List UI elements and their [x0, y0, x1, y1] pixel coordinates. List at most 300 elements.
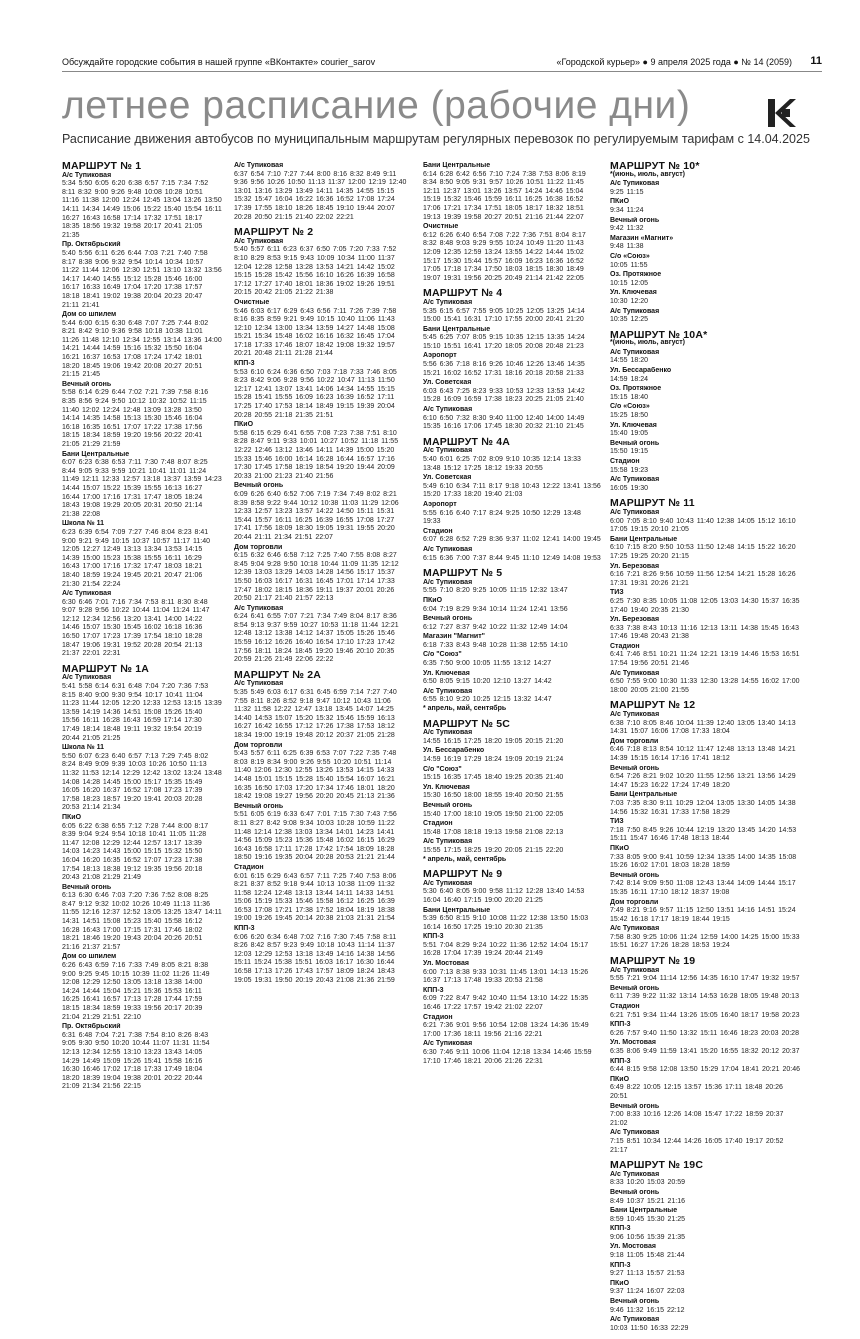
stop-row — [234, 680, 410, 740]
stop-row — [423, 447, 601, 473]
route-title: МАРШРУТ № 10А* — [610, 328, 708, 341]
stop-row — [423, 688, 601, 705]
stop-times: 6:26 6:43 6:59 7:16 7:33 7:49 8:05 8:21 8:38 9:00 9:25 9:45 10:15 10:39 11:02 11:26 11:49 12:08 12:29 12:50 13:05 13:18 13:38 14:00 14:24 14:44 15:04 15:21 15:36 15:53 16:11 16:25 16:41 16:57 17:13 17:28 17:44 17:59 18:15 18:34 18:59 19:33 19:56 20:17 20:39 21:04 21:29 21:51 22:10 — [62, 962, 210, 1021]
stop-name: КПП-3 — [423, 933, 444, 941]
stop-name: Вечный огонь — [610, 1188, 660, 1196]
stop-times: 15:40 19:05 — [610, 430, 648, 438]
stop-row — [610, 1207, 802, 1224]
stop-times: 5:51 7:04 8:29 9:24 10:22 11:36 12:52 14:04 15:17 16:28 17:04 17:39 19:24 20:44 21:49 — [423, 941, 589, 958]
page-number: 11 — [810, 55, 822, 67]
stop-name: А/с Тупиковая — [610, 1129, 660, 1137]
stop-times: 7:00 8:33 10:16 12:26 14:08 15:47 17:22 18:59 20:37 21:02 — [610, 1111, 784, 1127]
stop-name: А/с Тупиковая — [610, 476, 660, 484]
stop-row — [234, 238, 410, 298]
stop-row — [610, 616, 802, 642]
stop-name: А/с Тупиковая — [234, 680, 284, 688]
stop-row — [610, 536, 802, 562]
stop-row — [610, 563, 802, 589]
stop-times: 14:55 16:15 17:25 18:20 19:05 20:15 21:20 — [423, 737, 564, 745]
stop-row — [423, 379, 601, 405]
stop-name: А/с Тупиковая — [610, 1170, 660, 1178]
stop-times: 15:25 18:50 — [610, 412, 648, 420]
stop-times: 6:50 8:05 9:15 10:20 12:10 13:27 14:42 — [423, 678, 552, 686]
stop-name: А/с Тупиковая — [423, 879, 473, 887]
stop-times: 7:42 8:14 9:09 9:50 11:08 12:43 13:44 14:09 14:44 15:17 15:35 16:11 17:10 18:12 18:37 19:08 — [610, 880, 796, 896]
stop-name: С/о "Союз" — [423, 765, 462, 773]
stop-times: 15:15 18:40 — [610, 393, 648, 401]
stop-times: 5:39 6:50 8:15 9:10 10:08 11:22 12:38 13:50 15:03 16:14 16:50 17:25 19:10 20:30 21:35 — [423, 915, 589, 931]
stop-row — [423, 907, 601, 933]
route-block — [62, 162, 222, 659]
stop-times: 5:41 5:58 6:14 6:31 6:48 7:04 7:20 7:36 7:53 8:15 8:40 9:00 9:30 9:54 10:17 10:41 11:04 11:23 11:44 12:05 12:20 12:33 12:53 13:15 13:39 13:59 14:19 14:36 14:51 15:08 15:26 15:40 15:56 16:11 16:28 16:43 16:59 17:14 17:30 17:49 18:14 18:48 19:11 19:32 19:54 20:19 20:44 21:05 21:25 — [62, 683, 222, 742]
stop-row — [610, 967, 802, 984]
stop-row — [610, 385, 802, 402]
stop-row — [234, 544, 410, 604]
stop-name: Вечный огонь — [62, 883, 112, 891]
stop-times: 6:14 6:28 6:42 6:56 7:10 7:24 7:38 7:53 8:06 8:19 8:34 8:50 9:05 9:31 9:57 10:26 10:51 11:22 11:45 12:11 12:37 13:01 13:26 13:57 14:24 14:46 15:04 15:19 15:32 15:46 15:59 16:11 16:25 16:38 16:52 17:06 17:21 17:34 17:51 18:05 18:17 18:32 18:51 19:13 19:39 19:58 20:27 20:51 21:16 21:44 22:07 — [423, 170, 586, 221]
stop-name: А/с Тупиковая — [610, 711, 660, 719]
stop-row — [62, 674, 222, 743]
stop-row — [610, 289, 802, 306]
stop-name: А/с Тупиковая — [610, 966, 660, 974]
stop-name: Школа № 11 — [62, 744, 104, 752]
stop-row — [234, 864, 410, 924]
stop-name: Магазин «Магнит» — [610, 234, 674, 242]
page-title: летнее расписание (рабочие дни) — [62, 84, 691, 127]
stop-times: 10:05 11:55 — [610, 261, 648, 269]
route-block — [423, 870, 601, 1066]
route-block — [234, 228, 410, 665]
stop-row — [423, 406, 601, 432]
stop-times: 15:55 17:15 18:25 19:20 20:05 21:15 22:20 — [423, 846, 564, 854]
stop-name: Ул. Мостовая — [610, 1243, 656, 1251]
stop-row — [610, 791, 802, 817]
stop-times: 6:38 7:10 8:05 8:46 10:04 11:39 12:40 13:05 13:40 14:13 14:31 15:07 16:06 17:08 17:33 18:04 — [610, 719, 796, 736]
stop-times: 9:25 11:15 — [610, 188, 644, 196]
stop-name: Стадион — [423, 1013, 453, 1021]
stop-row — [610, 1225, 802, 1242]
stop-row — [62, 884, 222, 953]
stop-name: КПП-3 — [423, 986, 444, 994]
stop-name: Вечный огонь — [610, 439, 660, 447]
stop-times: 7:58 8:30 9:25 10:06 11:24 12:59 14:00 14:25 15:00 15:33 15:51 16:27 17:26 18:28 18:53 19:24 — [610, 933, 800, 950]
stop-times: 6:31 6:48 7:04 7:21 7:38 7:54 8:10 8:26 8:43 9:05 9:30 9:50 10:20 10:44 11:07 11:31 11:54 12:13 12:34 12:55 13:10 13:23 13:43 14:05 14:29 14:49 15:09 15:26 15:41 15:58 16:16 16:30 16:46 17:02 17:18 17:33 17:49 18:04 18:20 18:39 19:04 19:38 20:01 20:22 20:44 21:09 21:34 21:56 22:15 — [62, 1031, 210, 1091]
stop-name: Вечный огонь — [610, 984, 660, 992]
stop-row — [234, 925, 410, 985]
stop-times: 5:55 7:21 9:04 11:14 12:56 14:35 16:10 17:47 19:32 19:57 — [610, 975, 800, 983]
route-block — [234, 162, 410, 222]
stop-name: Стадион — [423, 527, 453, 535]
stop-row — [610, 403, 802, 420]
stop-times: 6:25 7:30 8:35 10:05 11:08 12:05 13:03 14:30 15:37 16:35 17:40 19:40 20:35 21:30 — [610, 597, 800, 614]
route-block — [423, 435, 601, 563]
route-title: МАРШРУТ № 2 — [234, 226, 314, 239]
stop-name: Дом торговли — [234, 543, 283, 551]
stop-row — [610, 670, 802, 696]
stop-times: 5:43 5:57 6:11 6:25 6:39 6:53 7:07 7:22 7:35 7:48 8:03 8:19 8:34 9:00 9:26 9:55 10:20 10:51 11:14 11:40 12:06 12:30 12:55 13:26 13:53 14:15 14:33 14:48 15:01 15:15 15:28 15:40 15:54 16:07 16:21 16:35 16:50 17:03 17:20 17:34 17:46 18:01 18:20 18:42 19:08 19:27 19:56 20:20 20:45 21:13 21:36 — [234, 750, 397, 801]
stop-name: КПП-3 — [610, 1057, 631, 1065]
stop-times: 6:23 6:39 6:54 7:09 7:27 7:46 8:04 8:23 8:41 9:00 9:21 9:49 10:15 10:37 10:57 11:17 11:40 12:05 12:27 12:49 13:13 13:34 13:53 14:15 14:39 15:00 15:23 15:38 15:55 16:11 16:29 16:43 17:00 17:16 17:32 17:47 18:03 18:21 18:40 18:59 19:24 19:45 20:21 20:47 21:06 21:30 21:54 22:24 — [62, 528, 211, 588]
stop-name: Ул. Ключевая — [423, 669, 470, 677]
stop-row — [234, 803, 410, 863]
stop-times: 5:55 7:10 8:20 9:25 10:05 11:15 12:32 13:47 — [423, 587, 568, 595]
stop-name: Вечный огонь — [610, 871, 660, 879]
stop-row — [62, 814, 222, 883]
stop-name: А/с Тупиковая — [62, 590, 112, 598]
stop-name: КПП-3 — [610, 1261, 631, 1269]
stop-name: Дом торговли — [234, 741, 283, 749]
stop-row — [610, 367, 802, 384]
route-block — [423, 162, 601, 283]
stop-row — [62, 520, 222, 589]
stop-row — [610, 1129, 802, 1155]
stop-row — [610, 217, 802, 234]
stop-name: ПКиО — [610, 198, 630, 206]
stop-times: 6:01 6:15 6:29 6:43 6:57 7:11 7:25 7:40 7:53 8:06 8:21 8:37 8:52 9:18 9:44 10:13 10:38 11:09 11:32 11:58 12:24 12:48 13:13 13:44 14:11 14:33 14:51 15:06 15:19 15:33 15:46 15:58 16:12 16:25 16:39 16:53 17:08 17:21 17:38 17:52 18:04 18:19 18:38 19:00 19:26 19:45 20:14 20:38 21:03 21:31 21:54 — [234, 872, 397, 923]
route-title: МАРШРУТ № 1 — [62, 162, 142, 172]
route-title: МАРШРУТ № 12 — [610, 699, 696, 712]
stop-row — [610, 872, 802, 898]
stop-row — [423, 326, 601, 352]
route-title: МАРШРУТ № 4А — [423, 435, 511, 448]
stop-name: Очистные — [234, 298, 270, 306]
stop-name: А/с Тупиковая — [423, 578, 473, 586]
stop-times: 5:53 6:10 6:24 6:36 6:50 7:03 7:18 7:33 7:46 8:05 8:23 8:42 9:06 9:28 9:56 10:22 10:47 11:13 11:50 12:17 12:41 13:07 13:41 14:06 14:34 14:55 15:15 15:28 15:41 15:55 16:09 16:23 16:39 16:52 17:11 17:25 17:40 17:53 18:14 18:49 19:15 19:39 20:04 20:28 20:55 21:18 21:35 21:51 — [234, 368, 397, 419]
stop-times: 5:44 6:00 6:15 6:30 6:48 7:07 7:25 7:44 8:02 8:21 8:42 9:10 9:36 9:58 10:18 10:38 11:01 11:26 11:48 12:10 12:34 12:55 13:14 13:36 14:00 14:21 14:44 14:59 15:16 15:32 15:50 16:04 16:21 16:37 16:53 17:08 17:24 17:42 18:01 18:20 18:45 19:06 19:42 20:08 20:27 20:51 21:15 21:45 — [62, 319, 222, 379]
stop-times: 6:46 7:18 8:13 8:54 10:12 11:47 12:48 13:13 13:48 14:21 14:39 15:15 16:14 17:16 17:41 18:12 — [610, 746, 796, 762]
stop-name: С/о «Союз» — [610, 403, 650, 411]
stop-times: 6:35 8:06 9:49 11:59 13:41 15:20 16:55 18:32 20:12 20:37 — [610, 1048, 800, 1055]
newspaper-logo-icon — [766, 95, 796, 131]
stop-times: 5:51 6:05 6:19 6:33 6:47 7:01 7:15 7:30 7:43 7:56 8:11 8:27 8:42 9:08 9:34 10:03 10:28 10:59 11:22 11:48 12:14 12:38 13:03 13:34 14:01 14:23 14:41 14:56 15:09 15:23 15:36 15:48 16:02 16:15 16:29 16:43 16:58 17:11 17:28 17:42 17:54 18:09 18:28 18:50 19:16 19:35 20:04 20:28 20:53 21:21 21:44 — [234, 811, 397, 862]
stop-name: А/с Тупиковая — [423, 545, 473, 553]
stop-row — [610, 1039, 802, 1056]
route-note: * апрель, май, сентябрь — [423, 705, 507, 713]
stop-row — [423, 352, 601, 378]
stop-row — [62, 590, 222, 659]
stop-name: Вечный огонь — [610, 1102, 660, 1110]
header-right-text: «Городской курьер» ● 9 апреля 2025 года ● № 14 (2059) — [556, 57, 792, 67]
stop-times: 9:06 10:56 15:39 21:35 — [610, 1233, 686, 1241]
stop-name: Бани Центральные — [62, 450, 130, 458]
stop-times: 6:55 8:10 9:20 10:25 12:15 13:32 14:47 — [423, 696, 552, 704]
route-block — [610, 957, 802, 1155]
stop-times: 6:15 6:36 7:00 7:37 8:44 9:45 11:10 12:49 14:08 19:53 — [423, 554, 601, 562]
stop-name: А/с Тупиковая — [423, 1040, 473, 1048]
stop-name: Бани Центральные — [610, 1207, 678, 1215]
stop-name: Бани Центральные — [423, 906, 491, 914]
stop-row — [423, 838, 601, 855]
stop-times: 10:30 12:20 — [610, 297, 648, 305]
route-title: МАРШРУТ № 4 — [423, 287, 503, 300]
stop-times: 7:33 8:05 9:00 9:41 10:59 12:34 13:35 14:00 14:35 15:08 15:26 16:02 17:01 18:03 18:28 18:59 — [610, 853, 797, 870]
stop-name: А/с Тупиковая — [423, 298, 473, 306]
stop-name: КПП-3 — [234, 925, 255, 933]
stop-name: Ул. Советская — [423, 474, 472, 482]
stop-row — [234, 421, 410, 481]
stop-name: Вечный огонь — [62, 380, 112, 388]
stop-name: А/с Тупиковая — [610, 669, 660, 677]
route-title: МАРШРУТ № 9 — [423, 868, 503, 881]
stop-row — [423, 802, 601, 819]
stop-times: 5:55 6:16 6:40 7:17 8:24 9:25 10:50 12:29 13:48 19:33 — [423, 509, 581, 526]
stop-times: 6:10 7:15 8:20 9:50 10:53 11:50 12:48 14:15 15:22 16:20 17:25 19:25 20:20 21:15 — [610, 544, 796, 560]
stop-row — [423, 820, 601, 837]
route-note: *(июнь, июль, август) — [610, 339, 685, 347]
stop-times: 14:55 18:20 — [610, 357, 648, 365]
stop-row — [610, 1243, 802, 1260]
stop-times: 6:37 6:54 7:10 7:27 7:44 8:00 8:16 8:32 8:49 9:11 9:36 9:56 10:26 10:50 11:13 11:37 12:00 12:19 12:40 13:01 13:16 13:29 13:49 14:11 14:35 14:55 15:15 15:32 15:47 16:04 16:22 16:36 16:52 17:08 17:24 17:39 17:55 18:10 18:26 18:45 19:10 19:44 20:07 20:28 20:50 21:15 21:40 22:02 22:21 — [234, 170, 407, 221]
stop-name: С/о "Союз" — [423, 651, 462, 659]
route-note: * апрель, май, сентябрь — [423, 855, 507, 863]
stop-name: ТИЗ — [610, 818, 624, 826]
stop-times: 6:07 6:28 6:52 7:29 8:36 9:37 11:02 12:41 14:00 19:45 — [423, 536, 601, 544]
stop-name: Стадион — [610, 1003, 640, 1011]
stop-times: 7:15 8:51 10:34 12:44 14:26 16:05 17:40 19:17 20:52 21:17 — [610, 1137, 784, 1154]
stop-name: Ул. Мостовая — [610, 1039, 656, 1047]
stop-row — [610, 1262, 802, 1279]
stop-name: Стадион — [610, 642, 640, 650]
route-title: МАРШРУТ № 1А — [62, 662, 150, 675]
stop-name: А/с Тупиковая — [610, 1316, 660, 1324]
stop-name: ПКиО — [234, 421, 254, 429]
route-block — [610, 1161, 802, 1333]
stop-row — [423, 784, 601, 801]
stop-row — [610, 589, 802, 615]
route-block — [610, 701, 802, 951]
stop-name: Бани Центральные — [610, 791, 678, 799]
stop-name: Вечный огонь — [610, 1298, 660, 1306]
stop-name: Ул. Бессарабенко — [610, 367, 672, 375]
stop-row — [610, 180, 802, 197]
stop-times: 15:48 17:08 18:18 19:13 19:58 21:08 22:13 — [423, 828, 564, 836]
stop-times: 6:07 6:23 6:38 6:53 7:11 7:30 7:48 8:07 8:25 8:44 9:05 9:33 9:59 10:21 10:41 11:01 11:24 11:49 12:11 12:33 12:57 13:18 13:37 13:59 14:23 14:44 15:07 15:22 15:39 15:55 16:13 16:27 16:44 17:00 17:16 17:31 17:47 18:05 18:24 18:43 19:08 19:29 20:05 20:31 20:50 21:14 21:38 22:08 — [62, 459, 222, 518]
stop-times: 5:56 6:36 7:18 8:16 9:26 10:46 12:26 13:46 14:35 15:21 16:02 16:52 17:31 18:16 20:18 20:58 21:33 — [423, 361, 585, 377]
stop-times: 5:49 6:10 6:34 7:11 8:17 9:18 10:43 12:22 13:41 13:56 15:20 17:33 18:20 19:40 21:03 — [423, 482, 601, 499]
stop-times: 9:27 11:13 15:57 21:53 — [610, 1270, 685, 1278]
stop-name: А/с Тупиковая — [234, 237, 284, 245]
stop-row — [234, 742, 410, 802]
route-block — [62, 662, 222, 1092]
stop-times: 9:34 11:24 — [610, 206, 644, 214]
stop-name: Вечный огонь — [234, 482, 284, 490]
stop-name: Аэропорт — [423, 352, 457, 360]
stop-times: 5:35 6:15 6:57 7:55 9:05 10:25 12:05 13:25 14:14 15:00 15:41 16:31 17:10 17:55 20:00 20:41 21:20 — [423, 307, 585, 324]
stop-times: 9:18 11:05 15:48 21:44 — [610, 1252, 685, 1260]
stop-times: 6:11 7:39 9:22 11:32 13:14 14:53 16:28 18:05 19:48 20:13 — [610, 993, 799, 1001]
stop-row — [610, 818, 802, 844]
stop-row — [62, 451, 222, 520]
stop-name: А/с Тупиковая — [610, 508, 660, 516]
stop-name: Аэропорт — [423, 500, 457, 508]
stop-row — [610, 643, 802, 669]
schedule-column-4 — [610, 162, 802, 1339]
stop-row — [610, 476, 802, 493]
stop-row — [610, 1103, 802, 1129]
stop-row — [234, 360, 410, 420]
stop-times: 6:50 7:55 9:00 10:30 11:33 12:30 13:28 14:55 16:02 17:00 18:00 20:05 21:00 21:55 — [610, 678, 800, 694]
stop-row — [234, 605, 410, 665]
stop-times: 6:15 6:32 6:46 6:58 7:12 7:25 7:40 7:55 8:08 8:27 8:45 9:04 9:28 9:50 10:18 10:44 11:09 11:35 12:12 12:39 13:03 13:29 14:03 14:28 14:56 15:17 15:37 15:50 16:03 16:17 16:31 16:45 17:01 17:14 17:33 17:47 18:02 18:15 18:36 19:11 19:37 20:01 20:26 20:50 21:17 21:40 21:57 22:13 — [234, 552, 399, 603]
header-left-text: Обсуждайте городские события в нашей группе «ВКонтакте» courier_sarov — [62, 57, 376, 67]
stop-row — [423, 1040, 601, 1066]
stop-name: Ул. Ключевая — [610, 289, 657, 297]
stop-times: 6:13 6:30 6:46 7:03 7:20 7:36 7:52 8:08 8:25 8:47 9:12 9:32 10:02 10:26 10:49 11:13 11:36 11:55 12:16 12:37 12:52 13:05 13:25 13:47 14:11 14:31 14:51 15:08 15:23 15:40 15:58 16:12 16:28 16:43 17:00 17:15 17:31 17:46 18:02 18:21 18:46 19:20 19:43 20:04 20:26 20:51 21:16 21:37 21:57 — [62, 892, 222, 951]
stop-times: 14:59 18:24 — [610, 375, 648, 383]
stop-times: 9:48 11:38 — [610, 243, 644, 251]
stop-times: 5:30 6:40 8:05 9:00 9:58 11:12 12:28 13:40 14:53 16:04 16:40 17:15 19:00 20:20 21:25 — [423, 888, 585, 904]
stop-times: 6:44 8:15 9:58 12:08 13:50 15:29 17:04 18:41 20:21 20:46 — [610, 1066, 800, 1074]
stop-times: 10:35 12:25 — [610, 316, 648, 324]
stop-row — [610, 458, 802, 475]
stop-row — [610, 440, 802, 457]
stop-times: 6:35 7:50 9:00 10:05 11:55 13:12 14:27 — [423, 660, 552, 668]
stop-row — [610, 925, 802, 951]
stop-row — [610, 1316, 802, 1333]
stop-row — [234, 162, 410, 222]
stop-name: Магазин "Магнит" — [423, 633, 485, 641]
stop-name: А/с Тупиковая — [610, 307, 660, 315]
stop-times: 6:18 7:33 8:43 9:48 10:28 11:38 12:55 14:10 — [423, 641, 568, 649]
stop-times: 6:41 7:46 8:51 10:21 11:24 12:21 13:19 14:46 15:53 16:51 17:54 19:56 20:51 21:46 — [610, 651, 800, 668]
stop-times: 6:00 7:05 8:10 9:40 10:43 11:40 12:38 14:05 15:12 16:10 17:05 19:15 20:10 21:05 — [610, 517, 796, 534]
stop-row — [234, 299, 410, 359]
stop-name: КПП-3 — [610, 1225, 631, 1233]
page-subtitle: Расписание движения автобусов по муниципальным маршрутам регулярных перевозок по регулируемым тарифам с 14.04.2025 — [62, 132, 810, 146]
stop-times: 5:58 6:15 6:29 6:41 6:55 7:08 7:23 7:38 7:51 8:10 8:28 8:47 9:11 9:33 10:01 10:27 10:52 11:18 11:55 12:22 12:46 13:12 13:46 14:11 14:39 15:00 15:20 15:33 15:46 16:00 16:14 16:28 16:44 16:57 17:16 17:30 17:45 17:58 18:19 18:54 19:20 19:44 20:09 20:33 21:00 21:23 21:40 21:56 — [234, 429, 399, 480]
stop-name: А/с Тупиковая — [610, 925, 660, 933]
stop-name: Бани Центральные — [423, 162, 491, 169]
stop-row — [610, 1171, 802, 1188]
stop-times: 10:03 11:50 16:33 22:29 — [610, 1324, 689, 1332]
stop-row — [423, 546, 601, 563]
stop-name: Дом со шпилем — [62, 311, 117, 319]
stop-name: Пр. Октябрьский — [62, 241, 121, 249]
stop-times: 5:58 6:14 6:29 6:44 7:02 7:21 7:39 7:58 8:16 8:35 8:56 9:24 9:50 10:12 10:32 10:52 11:15 11:40 12:02 12:24 12:48 13:09 13:28 13:50 14:14 14:35 14:58 15:13 15:30 15:46 16:04 16:18 16:35 16:51 17:07 17:22 17:38 17:56 18:15 18:34 18:59 19:20 19:56 20:22 20:41 21:05 21:29 21:59 — [62, 389, 209, 448]
stop-row — [62, 744, 222, 813]
stop-name: Школа № 11 — [62, 520, 104, 528]
stop-row — [610, 198, 802, 215]
stop-name: Дом со шпилем — [62, 953, 117, 961]
stop-name: Ул. Ключевая — [610, 421, 657, 429]
stop-row — [610, 349, 802, 366]
stop-times: 5:34 5:50 6:05 6:20 6:38 6:57 7:15 7:34 7:52 8:11 8:32 9:00 9:26 9:48 10:08 10:28 10:51 11:16 11:38 12:00 12:24 12:45 13:04 13:26 13:50 14:11 14:34 14:49 15:06 15:22 15:40 15:54 16:11 16:27 16:43 16:58 17:14 17:32 17:51 18:17 18:35 18:56 19:32 19:58 20:17 20:41 21:05 21:35 — [62, 180, 222, 239]
stop-times: 9:46 11:32 16:15 22:12 — [610, 1306, 685, 1314]
stop-row — [610, 1003, 802, 1020]
stop-times: 5:35 5:49 6:03 6:17 6:31 6:45 6:59 7:14 7:27 7:40 7:55 8:11 8:26 8:52 9:18 9:47 10:12 10:43 11:06 11:32 11:58 12:22 12:47 13:18 13:45 14:07 14:25 14:40 14:53 15:07 15:20 15:32 15:46 15:59 16:13 16:27 16:42 16:55 17:12 17:26 17:38 17:53 18:12 18:34 19:00 19:19 19:48 20:12 20:37 21:05 21:28 — [234, 689, 397, 739]
stop-row — [423, 223, 601, 283]
stop-name: Дом торговли — [610, 898, 659, 906]
stop-name: Бани Центральные — [423, 325, 491, 333]
stop-name: КПП-3 — [610, 1021, 631, 1029]
stop-row — [610, 308, 802, 325]
stop-row — [62, 172, 222, 241]
stop-times: 6:12 7:27 8:37 9:42 10:22 11:32 12:49 14:04 — [423, 623, 568, 631]
stop-row — [423, 670, 601, 687]
stop-name: КПП-3 — [234, 360, 255, 368]
route-note: *(июнь, июль, август) — [610, 170, 685, 178]
stop-times: 6:30 7:46 9:11 10:06 11:04 12:18 13:34 14:46 15:59 17:10 17:46 18:21 20:06 21:26 22:31 — [423, 1049, 592, 1065]
stop-name: ПКиО — [610, 1279, 630, 1287]
stop-row — [62, 1023, 222, 1092]
stop-name: Оз. Протяжное — [610, 385, 662, 393]
route-title: МАРШРУТ № 2А — [234, 668, 322, 681]
route-block — [423, 717, 601, 865]
stop-times: 6:24 6:41 6:55 7:07 7:21 7:34 7:49 8:04 8:17 8:36 8:54 9:13 9:37 9:59 10:27 10:53 11:18 11:44 12:21 12:48 13:12 13:38 14:12 14:37 15:05 15:26 15:46 15:59 16:12 16:26 16:40 16:54 17:10 17:23 17:42 17:56 18:11 18:24 18:45 19:20 19:46 20:10 20:35 20:59 21:26 21:49 22:06 22:22 — [234, 613, 399, 664]
stop-name: ТИЗ — [610, 589, 624, 597]
stop-times: 8:59 10:45 15:30 21:25 — [610, 1215, 686, 1223]
stop-name: ПКиО — [610, 844, 630, 852]
stop-row — [610, 1076, 802, 1102]
stop-name: А/с Тупиковая — [423, 729, 473, 737]
route-title: МАРШРУТ № 19 — [610, 955, 696, 968]
stop-times: 6:12 6:26 6:40 6:54 7:08 7:22 7:36 7:51 8:04 8:17 8:32 8:48 9:03 9:29 9:55 10:24 10:49 11:20 11:43 12:09 12:35 12:59 13:24 13:55 14:22 14:44 15:02 15:17 15:30 15:44 15:57 16:09 16:23 16:36 16:52 17:05 17:18 17:34 17:50 18:03 18:15 18:30 18:49 19:07 19:31 19:56 20:25 20:49 21:14 21:42 22:05 — [423, 231, 586, 282]
stop-row — [610, 985, 802, 1002]
stop-name: Вечный огонь — [610, 764, 660, 772]
stop-name: Оз. Протяжное — [610, 271, 662, 279]
stop-times: 5:50 6:07 6:23 6:40 6:57 7:13 7:29 7:45 8:02 8:24 8:49 9:09 9:39 10:03 10:26 10:50 11:13 11:32 11:53 12:14 12:29 12:42 13:02 13:24 13:48 14:08 14:28 14:45 15:00 15:17 15:35 15:49 16:05 16:20 16:37 16:52 17:08 17:23 17:39 17:58 18:23 18:57 19:20 19:41 20:03 20:28 20:53 21:14 21:34 — [62, 752, 222, 812]
stop-name: А/с Тупиковая — [423, 406, 473, 414]
stop-times: 5:40 6:01 6:25 7:02 8:09 9:10 10:35 12:14 13:33 13:48 15:12 17:25 18:12 19:33 20:55 — [423, 456, 581, 472]
stop-times: 15:40 17:00 18:10 19:05 19:50 21:00 22:05 — [423, 810, 564, 818]
stop-times: 6:30 6:46 7:01 7:16 7:34 7:53 8:11 8:30 8:48 9:07 9:28 9:56 10:22 10:44 11:04 11:24 11:47 12:12 12:34 12:56 13:20 13:41 14:00 14:22 14:46 15:07 15:30 15:45 16:02 16:18 16:36 16:50 17:07 17:23 17:39 17:54 18:10 18:28 18:47 19:06 19:31 19:52 20:28 20:54 21:13 21:37 22:01 22:31 — [62, 598, 210, 658]
stop-times: 6:21 7:51 9:34 11:44 13:26 15:05 16:40 18:17 19:58 20:23 — [610, 1011, 800, 1019]
stop-name: Вечный огонь — [423, 801, 473, 809]
stop-row — [62, 953, 222, 1022]
stop-name: Вечный огонь — [234, 802, 284, 810]
stop-row — [610, 845, 802, 871]
stop-row — [62, 381, 222, 450]
stop-name: А/с Тупиковая — [234, 162, 284, 169]
stop-row — [423, 579, 601, 596]
stop-times: 6:00 7:13 8:38 9:33 10:31 11:45 13:01 14:13 15:26 16:37 17:13 17:48 19:33 20:53 21:58 — [423, 968, 589, 985]
route-block — [234, 668, 410, 985]
stop-times: 5:40 5:56 6:11 6:26 6:44 7:03 7:21 7:40 7:58 8:17 8:38 9:06 9:32 9:54 10:14 10:34 10:57 11:22 11:44 12:06 12:30 12:51 13:10 13:32 13:56 14:17 14:40 14:55 15:12 15:28 15:46 16:00 16:17 16:33 16:49 17:04 17:20 17:38 17:57 18:18 18:41 19:02 19:38 20:04 20:23 20:47 21:11 21:41 — [62, 249, 222, 309]
stop-row — [423, 747, 601, 764]
stop-name: ПКиО — [423, 596, 443, 604]
stop-row — [423, 651, 601, 668]
stop-name: А/с Тупиковая — [62, 674, 112, 682]
stop-times: 6:33 7:38 8:43 10:13 11:16 12:13 13:11 14:38 15:45 16:43 17:46 19:48 20:43 21:38 — [610, 624, 799, 641]
stop-name: Бани Центральные — [610, 535, 678, 543]
stop-row — [610, 1058, 802, 1075]
stop-times: 14:59 16:19 17:29 18:24 19:09 20:19 21:24 — [423, 756, 564, 763]
stop-times: 6:06 6:20 6:34 6:48 7:02 7:16 7:30 7:45 7:58 8:11 8:26 8:42 8:57 9:23 9:49 10:18 10:43 11:14 11:37 12:03 12:29 12:53 13:18 13:49 14:16 14:38 14:56 15:11 15:24 15:38 15:51 16:03 16:17 16:30 16:44 16:58 17:13 17:26 17:43 17:57 18:09 18:24 18:43 19:05 19:31 19:50 20:19 20:43 21:08 21:36 21:59 — [234, 933, 397, 984]
stop-row — [62, 311, 222, 380]
stop-times: 6:16 7:21 8:26 9:56 10:59 11:56 12:54 14:21 15:28 16:26 17:31 19:31 20:26 21:21 — [610, 571, 796, 587]
stop-row — [423, 880, 601, 906]
stop-times: 7:03 7:35 8:30 9:11 10:29 12:04 13:05 13:30 14:05 14:38 14:56 15:32 16:31 17:33 17:58 18:29 — [610, 799, 796, 816]
stop-row — [423, 162, 601, 222]
stop-times: 15:50 19:15 — [610, 448, 648, 456]
stop-row — [423, 615, 601, 632]
stop-name: А/с Тупиковая — [62, 171, 112, 179]
stop-times: 9:37 11:24 16:07 22:03 — [610, 1288, 685, 1296]
stop-times: 6:10 6:50 7:32 8:30 9:40 11:00 12:40 14:00 14:49 15:35 16:16 17:06 17:45 18:30 20:32 21:10 21:45 — [423, 414, 585, 431]
stop-row — [423, 633, 601, 650]
stop-name: Ул. Березовая — [610, 562, 660, 570]
stop-row — [423, 501, 601, 527]
stop-row — [610, 1021, 802, 1038]
stop-name: А/с Тупиковая — [423, 687, 473, 695]
stop-row — [423, 960, 601, 986]
stop-row — [610, 271, 802, 288]
stop-name: Стадион — [234, 863, 264, 871]
stop-name: А/с Тупиковая — [423, 838, 473, 846]
stop-row — [423, 987, 601, 1013]
stop-name: Вечный огонь — [423, 615, 473, 623]
stop-row — [610, 1280, 802, 1297]
